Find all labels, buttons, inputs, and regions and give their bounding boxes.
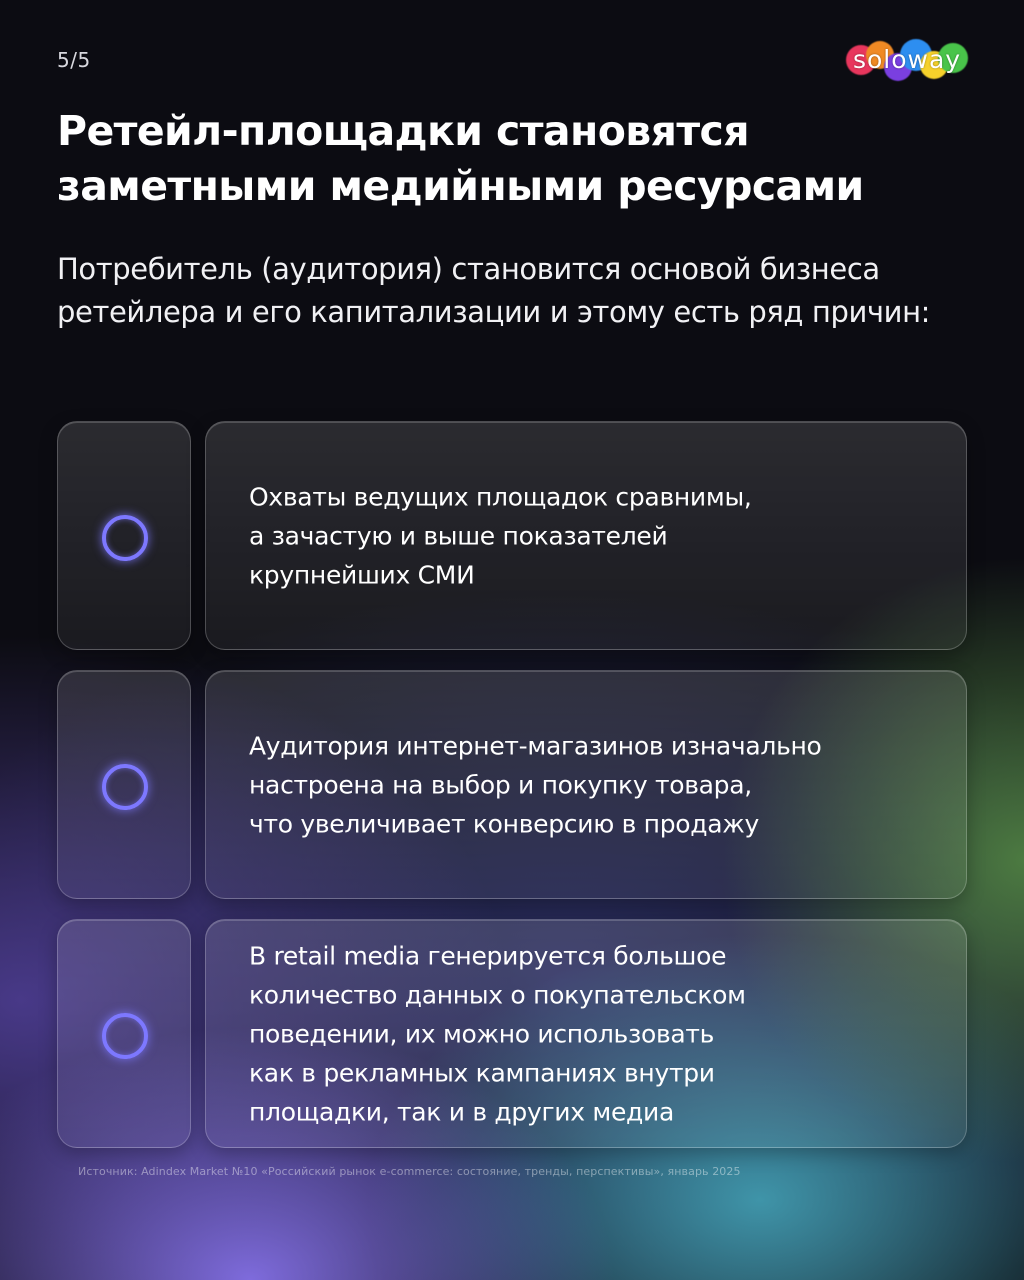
page-title: Ретейл-площадки становятся заметными медийными ресурсами [57,107,864,210]
reason-text-card [205,421,967,650]
soloway-logo [844,39,970,83]
source-note: Источник: Adindex Market №10 «Российский рынок e-commerce: состояние, тренды, перспективы», январь 2025 [78,1165,741,1178]
reason-text-card [205,670,967,899]
ring-icon [102,764,148,810]
reason-row [57,919,967,1148]
reason-row [57,670,967,899]
reason-icon-card [57,919,191,1148]
reason-icon-card [57,421,191,650]
page-counter: 5/5 [57,48,91,72]
reason-text-card [205,919,967,1148]
logo-text: soloway [852,45,962,74]
ring-icon [102,1013,148,1059]
reason-icon-card [57,670,191,899]
ring-icon [102,515,148,561]
reason-text: Охваты ведущих площадок сравнимы, а зачастую и выше показателей крупнейших СМИ [249,482,752,589]
reason-text: В retail media генерируется большое количество данных о покупательском поведении, их можно использовать как в рекламных кампаниях внутри площадки, так и в других медиа [249,941,746,1126]
reason-row [57,421,967,650]
page-subtitle: Потребитель (аудитория) становится основой бизнеса ретейлера и его капитализации и этому есть ряд причин: [57,252,931,329]
reason-text: Аудитория интернет-магазинов изначально настроена на выбор и покупку товара, что увеличивает конверсию в продажу [249,731,822,838]
